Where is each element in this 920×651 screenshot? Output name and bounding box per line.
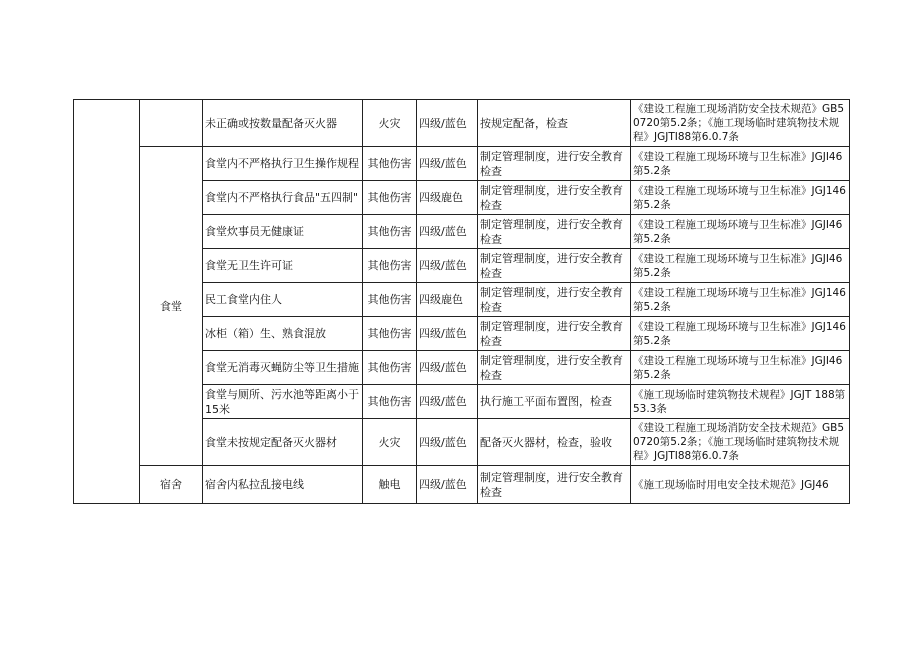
- table-row: [74, 100, 850, 147]
- basis-cell: 《建设工程施工现场环境与卫生标准》JGJI46第5.2条: [631, 351, 850, 385]
- basis-cell: 《建设工程施工现场环境与卫生标准》JGJI46第5.2条: [631, 249, 850, 283]
- hazard-cell: 食堂内不严格执行卫生操作规程: [203, 147, 363, 181]
- risk-level-cell: 四级/蓝色: [417, 215, 478, 249]
- basis-cell: 《建设工程施工现场消防安全技术规范》GB50720第5.2条；《施工现场临时建筑物技术规程》JGJTI88第6.0.7条: [631, 100, 850, 147]
- basis-cell: 《建设工程施工现场环境与卫生标准》JGJ146第5.2条: [631, 317, 850, 351]
- hazard-cell: 食堂与厕所、污水池等距离小于15米: [203, 385, 363, 419]
- accident-type-cell: 其他伤害: [363, 351, 417, 385]
- hazard-cell: 宿舍内私拉乱接电线: [203, 466, 363, 504]
- risk-level-cell: 四级/蓝色: [417, 147, 478, 181]
- control-measure-cell: 制定管理制度，进行安全教育检查: [478, 249, 631, 283]
- accident-type-cell: 其他伤害: [363, 215, 417, 249]
- hazard-cell: 食堂无消毒灭蝇防尘等卫生措施: [203, 351, 363, 385]
- control-measure-cell: 配备灭火器材，检查，验收: [478, 419, 631, 466]
- blank-category-cell: [74, 100, 140, 504]
- accident-type-cell: 其他伤害: [363, 147, 417, 181]
- hazard-cell: 冰柜（箱）生、熟食混放: [203, 317, 363, 351]
- table-row: [74, 147, 850, 181]
- hazard-cell: 未正确或按数量配备灭火器: [203, 100, 363, 147]
- basis-cell: 《建设工程施工现场环境与卫生标准》JGJ146第5.2条: [631, 283, 850, 317]
- risk-level-cell: 四级/蓝色: [417, 419, 478, 466]
- zone-cell: 食堂: [140, 147, 203, 466]
- control-measure-cell: 按规定配备，检查: [478, 100, 631, 147]
- control-measure-cell: 制定管理制度，进行安全教育检查: [478, 466, 631, 504]
- hazard-cell: 食堂未按规定配备灭火器材: [203, 419, 363, 466]
- zone-cell: 宿舍: [140, 466, 203, 504]
- risk-level-cell: 四级/蓝色: [417, 385, 478, 419]
- hazard-table: [73, 99, 850, 504]
- table-row: [74, 466, 850, 504]
- control-measure-cell: 制定管理制度，进行安全教育检查: [478, 181, 631, 215]
- risk-level-cell: 四级鹿色: [417, 181, 478, 215]
- hazard-cell: 民工食堂内住人: [203, 283, 363, 317]
- risk-level-cell: 四级/蓝色: [417, 317, 478, 351]
- control-measure-cell: 制定管理制度，进行安全教育检查: [478, 215, 631, 249]
- risk-level-cell: 四级/蓝色: [417, 100, 478, 147]
- control-measure-cell: 制定管理制度，进行安全教育检查: [478, 351, 631, 385]
- hazard-cell: 食堂无卫生许可证: [203, 249, 363, 283]
- accident-type-cell: 其他伤害: [363, 181, 417, 215]
- basis-cell: 《建设工程施工现场环境与卫生标准》JGJ146第5.2条: [631, 181, 850, 215]
- risk-level-cell: 四级鹿色: [417, 283, 478, 317]
- basis-cell: 《施工现场临时建筑物技术规程》JGJT 188第53.3条: [631, 385, 850, 419]
- control-measure-cell: 制定管理制度，进行安全教育检查: [478, 283, 631, 317]
- hazard-cell: 食堂内不严格执行食品"五四制": [203, 181, 363, 215]
- risk-level-cell: 四级/蓝色: [417, 466, 478, 504]
- hazard-cell: 食堂炊事员无健康证: [203, 215, 363, 249]
- basis-cell: 《建设工程施工现场消防安全技术规范》GB50720第5.2条；《施工现场临时建筑物技术规程》JGJTI88第6.0.7条: [631, 419, 850, 466]
- accident-type-cell: 其他伤害: [363, 249, 417, 283]
- accident-type-cell: 火灾: [363, 100, 417, 147]
- basis-cell: 《施工现场临时用电安全技术规范》JGJ46: [631, 466, 850, 504]
- accident-type-cell: 触电: [363, 466, 417, 504]
- accident-type-cell: 其他伤害: [363, 283, 417, 317]
- risk-level-cell: 四级/蓝色: [417, 249, 478, 283]
- accident-type-cell: 其他伤害: [363, 317, 417, 351]
- risk-level-cell: 四级/蓝色: [417, 351, 478, 385]
- accident-type-cell: 其他伤害: [363, 385, 417, 419]
- control-measure-cell: 制定管理制度，进行安全教育检查: [478, 317, 631, 351]
- basis-cell: 《建设工程施工现场环境与卫生标准》JGJI46第5.2条: [631, 147, 850, 181]
- control-measure-cell: 制定管理制度，进行安全教育检查: [478, 147, 631, 181]
- control-measure-cell: 执行施工平面布置图，检查: [478, 385, 631, 419]
- accident-type-cell: 火灾: [363, 419, 417, 466]
- zone-cell: [140, 100, 203, 147]
- basis-cell: 《建设工程施工现场环境与卫生标准》JGJI46第5.2条: [631, 215, 850, 249]
